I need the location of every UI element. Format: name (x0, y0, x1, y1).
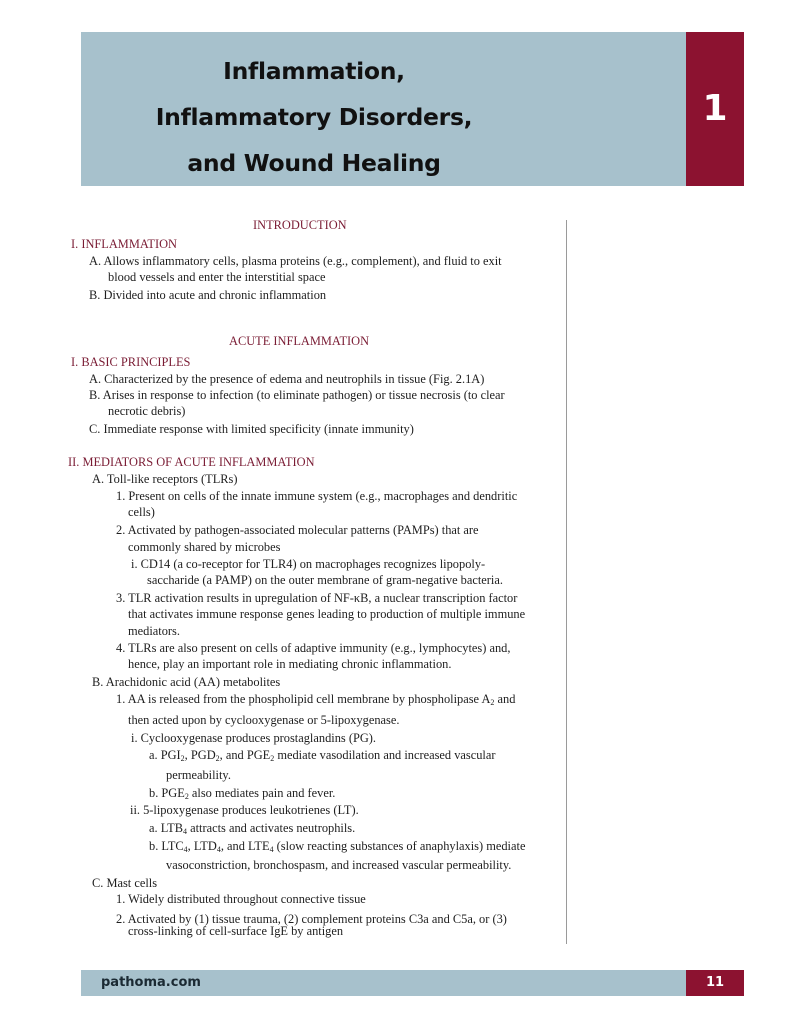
chapter-title-line: and Wound Healing (187, 149, 441, 177)
footer-site: pathoma.com (101, 975, 201, 990)
text-run: (slow reacting substances of anaphylaxis) mediate (273, 839, 526, 853)
subscript: 2 (184, 792, 189, 801)
text-run: attracts and activates neutrophils. (186, 821, 356, 835)
body-text-line: A. Characterized by the presence of edema and neutrophils in tissue (Fig. 2.1A) (89, 372, 485, 386)
page-number: 11 (705, 975, 725, 990)
section-heading: I. INFLAMMATION (71, 237, 178, 251)
body-text-line: B. Arises in response to infection (to eliminate pathogen) or tissue necrosis (to clear (89, 388, 505, 402)
subscript: 2 (270, 754, 275, 763)
subscript: 4 (182, 827, 187, 836)
text-run: , and LTE (220, 839, 270, 853)
body-text-line: B. Divided into acute and chronic inflammation (89, 288, 327, 302)
body-text-line: that activates immune response genes leading to production of multiple immune (128, 607, 526, 621)
subscript: 2 (180, 754, 185, 763)
subscript: 4 (216, 845, 221, 854)
body-text-line: B. Arachidonic acid (AA) metabolites (92, 675, 281, 689)
body-text-line (149, 786, 335, 801)
body-text-line: 1. Present on cells of the innate immune system (e.g., macrophages and dendritic (116, 489, 518, 503)
body-text-line: then acted upon by cyclooxygenase or 5-lipoxygenase. (128, 713, 400, 727)
body-text-line: cross-linking of cell-surface IgE by antigen (128, 924, 344, 938)
subscript: 4 (269, 845, 274, 854)
text-run: also mediates pain and fever. (188, 786, 336, 800)
body-text-line: mediators. (128, 624, 180, 638)
body-text-line: A. Allows inflammatory cells, plasma proteins (e.g., complement), and fluid to exit (89, 254, 502, 268)
body-text-line: cells) (128, 505, 155, 519)
text-run: , and PGE (219, 748, 271, 762)
chapter-title-line: Inflammatory Disorders, (155, 103, 473, 131)
subscript: 2 (490, 698, 495, 707)
section-heading: ACUTE INFLAMMATION (229, 334, 370, 348)
text-run: , LTD (187, 839, 217, 853)
body-text-line: saccharide (a PAMP) on the outer membrane of gram-negative bacteria. (147, 573, 503, 587)
body-text-line (116, 692, 515, 707)
body-text-line: blood vessels and enter the interstitial space (108, 270, 326, 284)
text-run: b. PGE (149, 786, 185, 800)
body-text-line: commonly shared by microbes (128, 540, 281, 554)
body-text-line: vasoconstriction, bronchospasm, and increased vascular permeability. (166, 858, 512, 872)
body-text-line: hence, play an important role in mediating chronic inflammation. (128, 657, 452, 671)
text-run: 1. AA is released from the phospholipid cell membrane by phospholipase A (116, 692, 491, 706)
body-text-line: C. Immediate response with limited specificity (innate immunity) (89, 422, 414, 436)
subscript: 2 (215, 754, 220, 763)
body-text-line: permeability. (166, 768, 231, 782)
body-text-line (149, 748, 495, 763)
body-text-line: 4. TLRs are also present on cells of adaptive immunity (e.g., lymphocytes) and, (116, 641, 511, 655)
chapter-number: 1 (702, 88, 728, 129)
body-text-line: ii. 5-lipoxygenase produces leukotrienes (LT). (130, 803, 359, 817)
section-heading: II. MEDIATORS OF ACUTE INFLAMMATION (68, 455, 315, 469)
body-text-line: 1. Widely distributed throughout connective tissue (116, 892, 366, 906)
subscript: 4 (183, 845, 188, 854)
body-text-line: 2. Activated by pathogen-associated molecular patterns (PAMPs) that are (116, 523, 479, 537)
body-text-line: i. CD14 (a co-receptor for TLR4) on macrophages recognizes lipopoly- (131, 557, 486, 571)
body-text-line (149, 839, 525, 854)
body-text-line (149, 821, 355, 836)
chapter-title-line: Inflammation, (223, 57, 405, 85)
section-heading: INTRODUCTION (253, 218, 347, 232)
body-text-line: 3. TLR activation results in upregulation of NF-κB, a nuclear transcription factor (116, 591, 518, 605)
body-text-line: i. Cyclooxygenase produces prostaglandins (PG). (131, 731, 377, 745)
body-text-line: A. Toll-like receptors (TLRs) (92, 472, 238, 486)
text-run: and (494, 692, 516, 706)
text-run: b. LTC (149, 839, 184, 853)
text-run: mediate vasodilation and increased vascular (274, 748, 496, 762)
section-heading: I. BASIC PRINCIPLES (71, 355, 191, 369)
body-text-line: C. Mast cells (92, 876, 158, 890)
text-run: a. PGI (149, 748, 181, 762)
body-text-line: necrotic debris) (108, 404, 186, 418)
text-run: a. LTB (149, 821, 183, 835)
body-text-line: 2. Activated by (1) tissue trauma, (2) complement proteins C3a and C5a, or (3) (116, 912, 507, 926)
text-run: , PGD (184, 748, 216, 762)
